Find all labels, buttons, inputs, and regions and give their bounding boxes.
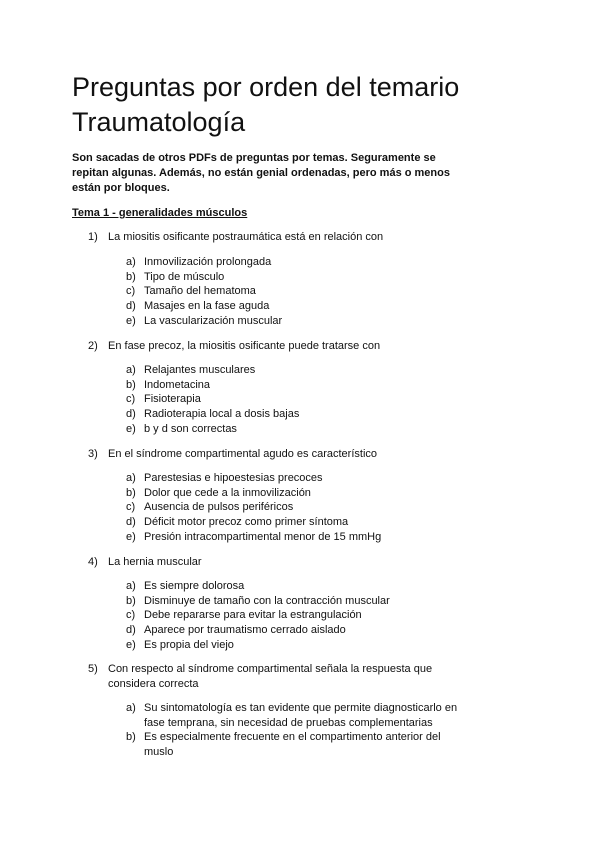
option-letter: c) xyxy=(126,609,136,622)
option-item xyxy=(126,270,466,285)
option-text: Tipo de músculo xyxy=(144,270,225,283)
option-letter: b) xyxy=(126,486,136,499)
option-item xyxy=(126,299,466,314)
option-letter: c) xyxy=(126,393,136,406)
option-text: Déficit motor precoz como primer síntoma xyxy=(144,516,349,529)
section-heading: Tema 1 - generalidades músculos xyxy=(72,207,248,219)
option-item xyxy=(126,422,466,437)
option-letter: a) xyxy=(126,472,136,484)
option-text: Fisioterapia xyxy=(144,393,201,406)
option-item xyxy=(126,392,466,407)
option-letter: c) xyxy=(126,285,136,298)
option-item xyxy=(126,623,466,638)
option-text: Tamaño del hematoma xyxy=(144,285,256,298)
option-letter: e) xyxy=(126,314,136,327)
option-item xyxy=(126,255,466,270)
option-letter: e) xyxy=(126,422,136,435)
option-letter: e) xyxy=(126,530,136,543)
option-item xyxy=(126,638,466,653)
question-2-options xyxy=(126,363,466,437)
option-text: Debe repararse para evitar la estrangulación xyxy=(144,609,362,622)
document-title xyxy=(72,70,459,140)
option-text: b y d son correctas xyxy=(144,422,237,435)
option-item xyxy=(126,378,466,393)
question-3-options xyxy=(126,471,466,545)
option-letter: b) xyxy=(126,378,136,391)
option-letter: b) xyxy=(126,594,136,607)
option-item xyxy=(126,500,466,515)
option-text: Indometacina xyxy=(144,378,211,391)
option-text: Su sintomatología es tan evidente que permite diagnosticarlo en fase temprana, sin necesidad de pruebas complementarias xyxy=(144,702,458,729)
option-text: Es propia del viejo xyxy=(144,638,234,651)
option-item xyxy=(126,486,466,501)
option-item xyxy=(126,515,466,530)
option-item xyxy=(126,407,466,422)
option-text: Es especialmente frecuente en el compartimento anterior del muslo xyxy=(144,731,441,759)
option-text: Parestesias e hipoestesias precoces xyxy=(144,472,323,484)
question-text: La hernia muscular xyxy=(108,556,202,568)
option-letter: d) xyxy=(126,516,136,529)
question-5-options xyxy=(126,701,466,760)
question-number: 2) xyxy=(88,340,98,352)
option-item xyxy=(126,284,466,299)
title-line-2: Traumatología xyxy=(72,107,246,137)
option-item xyxy=(126,471,466,486)
option-letter: d) xyxy=(126,300,136,313)
option-text: Disminuye de tamaño con la contracción muscular xyxy=(144,594,390,607)
option-letter: a) xyxy=(126,702,136,714)
option-letter: b) xyxy=(126,270,136,283)
option-letter: a) xyxy=(126,580,136,592)
option-letter: b) xyxy=(126,731,136,744)
question-text: Con respecto al síndrome compartimental señala la respuesta que considera correcta xyxy=(108,663,433,690)
option-text: Ausencia de pulsos periféricos xyxy=(144,501,294,514)
question-text: La miositis osificante postraumática está en relación con xyxy=(108,231,384,243)
option-text: Aparece por traumatismo cerrado aislado xyxy=(144,624,346,637)
option-item xyxy=(126,314,466,329)
intro-paragraph: Son sacadas de otros PDFs de preguntas por temas. Seguramente se repitan algunas. Además, no están genial ordenadas, pero más o menos están por bloques. xyxy=(72,152,450,194)
option-letter: e) xyxy=(126,638,136,651)
question-number: 5) xyxy=(88,663,98,675)
option-text: Presión intracompartimental menor de 15 mmHg xyxy=(144,530,382,543)
option-letter: d) xyxy=(126,408,136,421)
option-item xyxy=(126,363,466,378)
option-letter: c) xyxy=(126,501,136,514)
option-text: Es siempre dolorosa xyxy=(144,580,245,592)
option-item xyxy=(126,579,466,594)
option-text: Inmovilización prolongada xyxy=(144,256,272,268)
question-text: En fase precoz, la miositis osificante puede tratarse con xyxy=(108,340,381,352)
option-letter: d) xyxy=(126,624,136,637)
question-1-options xyxy=(126,255,466,329)
title-line-1: Preguntas por orden del temario xyxy=(72,72,460,102)
option-letter: a) xyxy=(126,256,136,268)
question-number: 3) xyxy=(88,448,98,460)
option-text: Dolor que cede a la inmovilización xyxy=(144,486,311,499)
option-item xyxy=(126,730,466,759)
option-text: Masajes en la fase aguda xyxy=(144,300,270,313)
question-4-options xyxy=(126,579,466,653)
question-text: En el síndrome compartimental agudo es característico xyxy=(108,448,378,460)
option-text: Relajantes musculares xyxy=(144,364,256,376)
option-item xyxy=(126,701,466,730)
question-number: 1) xyxy=(88,231,98,243)
option-letter: a) xyxy=(126,364,136,376)
question-number: 4) xyxy=(88,556,98,568)
option-text: Radioterapia local a dosis bajas xyxy=(144,408,300,421)
option-text: La vascularización muscular xyxy=(144,314,283,327)
option-item xyxy=(126,608,466,623)
option-item xyxy=(126,530,466,545)
option-item xyxy=(126,594,466,609)
